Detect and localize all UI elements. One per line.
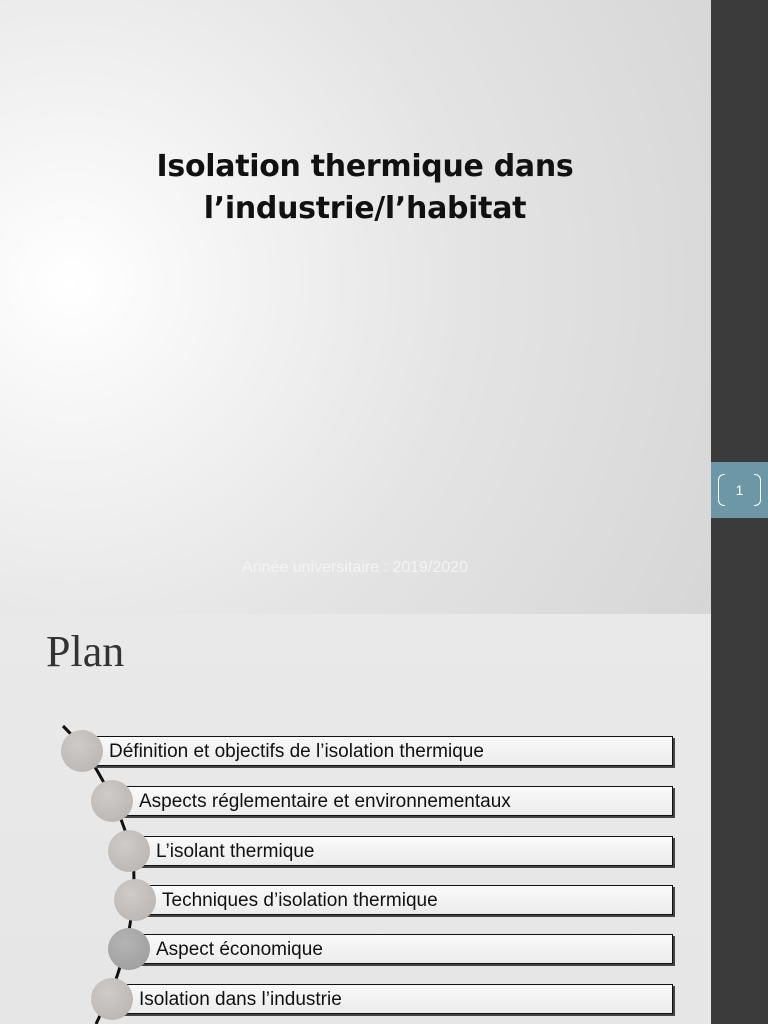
plan-item-label: Aspect économique	[156, 939, 323, 960]
plan-item-label: Définition et objectifs de l’isolation thermique	[109, 741, 484, 762]
slide-title-line-2: l’industrie/l’habitat	[203, 191, 527, 226]
slide-title	[80, 146, 650, 230]
plan-bullet-6	[91, 978, 133, 1020]
plan-item-label: L’isolant thermique	[156, 841, 315, 862]
plan-item-2	[112, 786, 673, 816]
plan-item-label: Isolation dans l’industrie	[139, 989, 342, 1010]
plan-slide	[0, 614, 711, 1024]
plan-item-label: Techniques d’isolation thermique	[162, 890, 438, 911]
plan-item-6	[112, 984, 673, 1014]
page-number-tab	[711, 462, 768, 518]
plan-bullet-4	[114, 879, 156, 921]
plan-item-3	[129, 836, 673, 866]
slide-title-line-1: Isolation thermique dans	[156, 149, 574, 184]
plan-item-4	[135, 885, 673, 915]
plan-item-label: Aspects réglementaire et environnementaux	[139, 791, 511, 812]
page-number: 1	[735, 482, 744, 498]
plan-title: Plan	[46, 627, 125, 676]
plan-item-1	[82, 736, 673, 766]
right-brace-icon	[754, 474, 761, 506]
plan-item-5	[129, 934, 673, 964]
plan-bullet-1	[61, 730, 103, 772]
plan-bullet-5	[108, 928, 150, 970]
plan-bullet-2	[91, 780, 133, 822]
plan-bullet-3	[108, 830, 150, 872]
slide-subtitle: Année universitaire : 2019/2020	[242, 559, 468, 576]
